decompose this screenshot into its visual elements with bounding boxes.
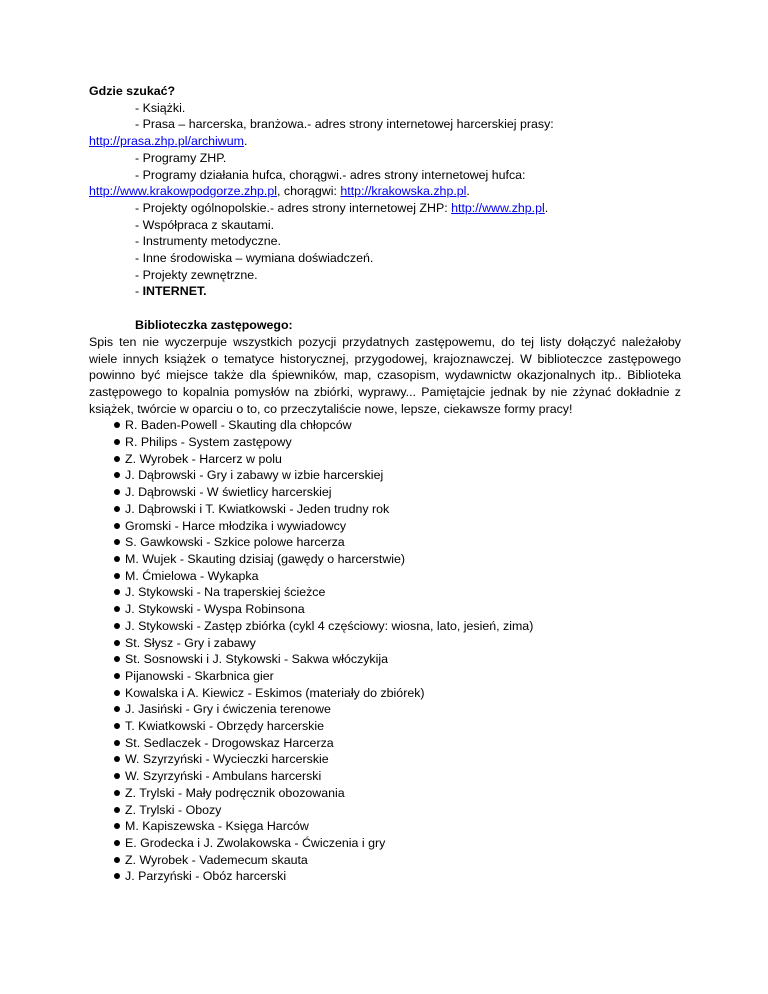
bullet-icon xyxy=(114,807,120,813)
book-list-item xyxy=(89,818,681,835)
book-list-item xyxy=(89,751,681,768)
bullet-icon xyxy=(114,506,120,512)
bullet-icon xyxy=(114,623,120,629)
line-projekty-zewnetrzne: - Projekty zewnętrzne. xyxy=(135,267,258,282)
punct: . xyxy=(243,134,248,149)
spacer xyxy=(89,300,681,317)
book-list-item xyxy=(89,785,681,802)
book-title: W. Szyrzyński - Ambulans harcerski xyxy=(125,769,322,784)
link-zhp[interactable]: http://www.zhp.pl xyxy=(451,200,545,215)
bullet-icon xyxy=(114,690,120,696)
bullet-icon xyxy=(114,472,120,478)
book-list-item xyxy=(89,434,681,451)
book-title: J. Dąbrowski i T. Kwiatkowski - Jeden trudny rok xyxy=(125,501,390,516)
bullet-icon xyxy=(114,573,120,579)
bullet-icon xyxy=(114,857,120,863)
book-title: J. Stykowski - Wyspa Robinsona xyxy=(125,602,305,617)
book-title: S. Gawkowski - Szkice polowe harcerza xyxy=(125,535,345,550)
book-list xyxy=(89,417,681,885)
book-title: Pijanowski - Skarbnica gier xyxy=(125,668,274,683)
text-projekty: - Projekty ogólnopolskie.- adres strony internetowej ZHP: xyxy=(135,200,452,215)
bullet-icon xyxy=(114,823,120,829)
book-list-item xyxy=(89,718,681,735)
bullet-icon xyxy=(114,773,120,779)
book-title: Z. Wyrobek - Vademecum skauta xyxy=(125,852,308,867)
book-title: Z. Wyrobek - Harcerz w polu xyxy=(125,451,282,466)
line-programy-hufca: - Programy działania hufca, chorągwi.- adres strony internetowej hufca: xyxy=(135,167,526,182)
dash: - xyxy=(135,284,143,299)
line-hufiec-links xyxy=(89,183,681,200)
bullet-icon xyxy=(114,656,120,662)
bullet-icon xyxy=(114,723,120,729)
book-title: J. Jasiński - Gry i ćwiczenia terenowe xyxy=(125,702,331,717)
bullet-icon xyxy=(114,873,120,879)
bullet-icon xyxy=(114,606,120,612)
book-list-item xyxy=(89,852,681,869)
book-title: St. Sosnowski i J. Stykowski - Sakwa włóczykija xyxy=(125,652,389,667)
bullet-icon xyxy=(114,840,120,846)
book-title: Z. Trylski - Mały podręcznik obozowania xyxy=(125,785,345,800)
book-title: M. Ćmielowa - Wykapka xyxy=(125,568,259,583)
book-title: R. Baden-Powell - Skauting dla chłopców xyxy=(125,418,352,433)
book-title: M. Kapiszewska - Księga Harców xyxy=(125,819,309,834)
book-list-item xyxy=(89,835,681,852)
bullet-icon xyxy=(114,523,120,529)
link-krakowska[interactable]: http://krakowska.zhp.pl xyxy=(340,184,467,199)
line-prasa: - Prasa – harcerska, branżowa.- adres strony internetowej harcerskiej prasy: xyxy=(135,117,554,132)
book-list-item xyxy=(89,534,681,551)
book-list-item xyxy=(89,685,681,702)
book-title: J. Dąbrowski - W świetlicy harcerskiej xyxy=(125,485,332,500)
book-title: W. Szyrzyński - Wycieczki harcerskie xyxy=(125,752,329,767)
book-list-item xyxy=(89,484,681,501)
line-ksiazki: - Książki. xyxy=(135,100,186,115)
book-list-item xyxy=(89,735,681,752)
bullet-icon xyxy=(114,673,120,679)
book-list-item xyxy=(89,635,681,652)
link-krakowpodgorze[interactable]: http://www.krakowpodgorze.zhp.pl xyxy=(89,184,278,199)
punct: . xyxy=(544,200,549,215)
book-title: J. Parzyński - Obóz harcerski xyxy=(125,869,287,884)
book-list-item xyxy=(89,518,681,535)
book-title: St. Słysz - Gry i zabawy xyxy=(125,635,256,650)
book-list-item xyxy=(89,618,681,635)
link-prasa-archiwum[interactable]: http://prasa.zhp.pl/archiwum xyxy=(89,134,244,149)
book-list-item xyxy=(89,668,681,685)
book-title: Kowalska i A. Kiewicz - Eskimos (materiały do zbiórek) xyxy=(125,685,425,700)
book-title: R. Philips - System zastępowy xyxy=(125,435,292,450)
document-content xyxy=(89,83,681,885)
book-title: M. Wujek - Skauting dzisiaj (gawędy o harcerstwie) xyxy=(125,551,406,566)
book-list-item xyxy=(89,768,681,785)
bullet-icon xyxy=(114,539,120,545)
book-list-item xyxy=(89,601,681,618)
punct: . xyxy=(466,184,470,199)
book-list-item xyxy=(89,551,681,568)
book-title: J. Stykowski - Zastęp zbiórka (cykl 4 częściowy: wiosna, lato, jesień, zima) xyxy=(125,618,534,633)
text-choragwi: , chorągwi: xyxy=(277,184,341,199)
line-prasa-link xyxy=(89,133,681,150)
bullet-icon xyxy=(114,756,120,762)
line-internet xyxy=(89,283,681,300)
book-list-item xyxy=(89,568,681,585)
bullet-icon xyxy=(114,706,120,712)
book-list-item xyxy=(89,501,681,518)
line-instrumenty: - Instrumenty metodyczne. xyxy=(135,234,281,249)
bullet-icon xyxy=(114,439,120,445)
line-programy-zhp: - Programy ZHP. xyxy=(135,150,227,165)
book-list-item xyxy=(89,868,681,885)
book-title: T. Kwiatkowski - Obrzędy harcerskie xyxy=(125,719,324,734)
bullet-icon xyxy=(114,740,120,746)
line-inne-srodowiska: - Inne środowiska – wymiana doświadczeń. xyxy=(135,251,374,266)
book-list-item xyxy=(89,467,681,484)
book-title: St. Sedlaczek - Drogowskaz Harcerza xyxy=(125,735,334,750)
book-list-item xyxy=(89,802,681,819)
book-list-item xyxy=(89,701,681,718)
heading-gdzie-szukac: Gdzie szukać? xyxy=(89,84,176,98)
book-list-item xyxy=(89,417,681,434)
book-title: Z. Trylski - Obozy xyxy=(125,802,222,817)
book-list-item xyxy=(89,651,681,668)
book-title: J. Stykowski - Na traperskiej ścieżce xyxy=(125,585,326,600)
book-list-item xyxy=(89,584,681,601)
book-list-item xyxy=(89,451,681,468)
bullet-icon xyxy=(114,556,120,562)
text-internet: INTERNET. xyxy=(142,284,207,299)
line-wspolpraca: - Współpraca z skautami. xyxy=(135,217,275,232)
bullet-icon xyxy=(114,489,120,495)
bullet-icon xyxy=(114,589,120,595)
book-title: E. Grodecka i J. Zwolakowska - Ćwiczenia i gry xyxy=(125,835,386,850)
line-projekty-ogolnopolskie xyxy=(89,200,681,217)
book-title: Gromski - Harce młodzika i wywiadowcy xyxy=(125,518,347,533)
bullet-icon xyxy=(114,422,120,428)
bullet-icon xyxy=(114,790,120,796)
bullet-icon xyxy=(114,640,120,646)
heading-biblioteczka: Biblioteczka zastępowego: xyxy=(135,318,293,333)
bullet-icon xyxy=(114,456,120,462)
book-title: J. Dąbrowski - Gry i zabawy w izbie harcerskiej xyxy=(125,468,384,483)
intro-paragraph: Spis ten nie wyczerpuje wszystkich pozycji przydatnych zastępowemu, do tej listy dołączyć należałoby wiele innych książek o tematyce historycznej, przygodowej, krajoznawczej. W biblioteczce zastępowego powinno być miejsce także dla śpiewników, map, czasopism, wydawnictw okazjonalnych itp.. Biblioteka zastępowego to kopalnia pomysłów na zbiórki, wyprawy... Pamiętajcie jednak by nie zżynać dokładnie z książek, twórcie w oparciu o to, co przeczytaliście nowe, lepsze, ciekawsze formy pracy! xyxy=(89,334,681,416)
